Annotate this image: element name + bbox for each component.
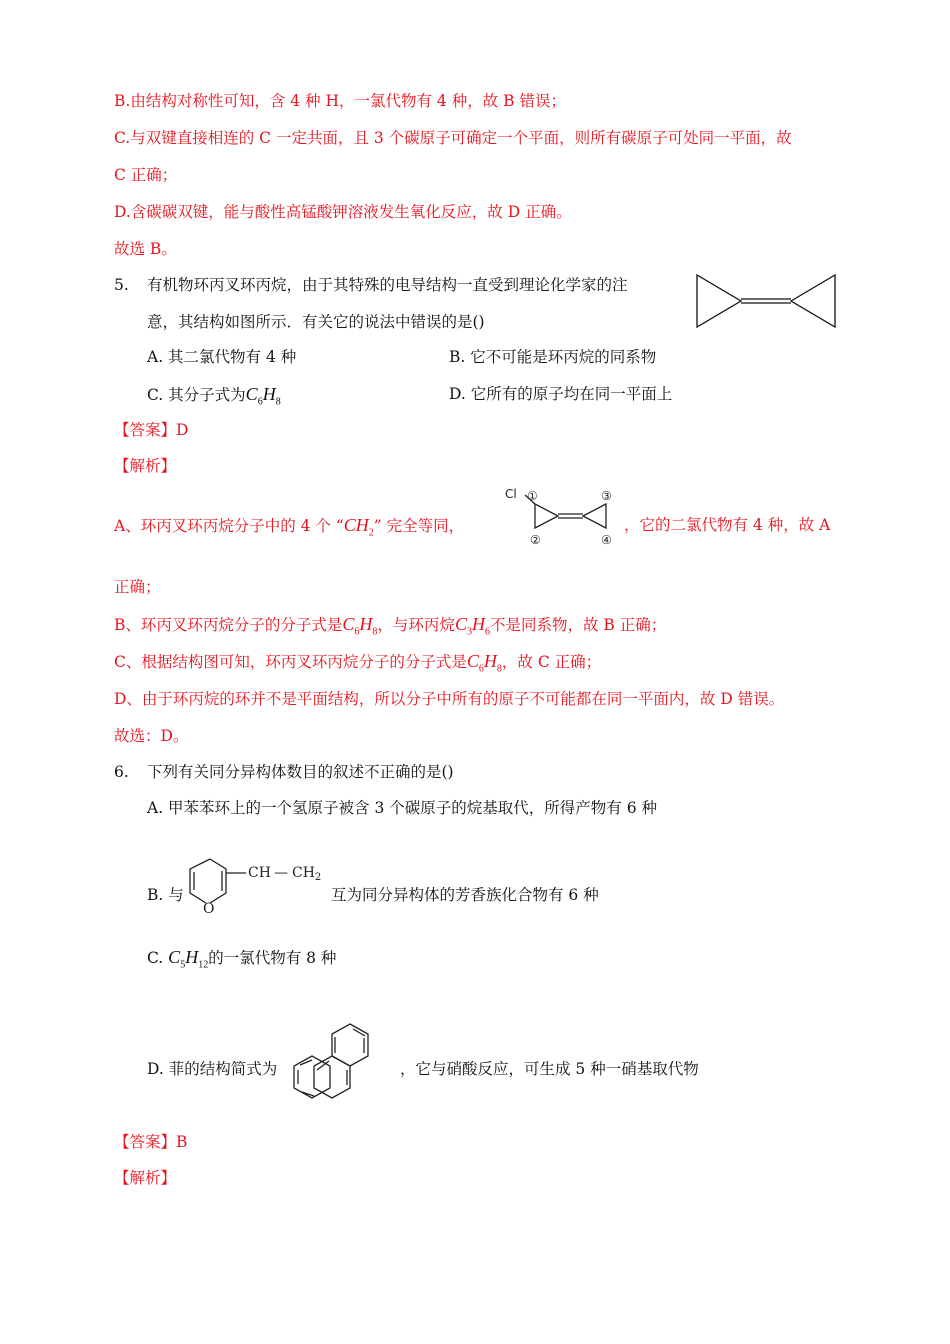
explanation-5b: B、环丙叉环丙烷分子的分子式是$C_6H_8$，与环丙烷$C_3H_6$不是同系物，故 B 正确； xyxy=(114,614,667,638)
option-5a: A. 其二氯代物有 4 种 xyxy=(147,348,297,366)
option-5d: D. 它所有的原子均在同一平面上 xyxy=(449,385,673,403)
explanation-choice: 故选 B。 xyxy=(114,240,177,258)
explanation-line-b: B.由结构对称性可知，含 4 种 H，一氯代物有 4 种，故 B 错误； xyxy=(114,92,566,110)
explanation-line-c-cont: C 正确； xyxy=(114,166,178,184)
pyran-vinyl-structure xyxy=(186,855,328,917)
formula-c6h8: $C_6H_8$ xyxy=(245,384,281,408)
oxygen-label: O xyxy=(203,901,215,917)
question-5-stem-cont: 意，其结构如图所示．有关它的说法中错误的是() xyxy=(147,313,485,331)
chlorine-label: Cl xyxy=(505,487,517,501)
question-5-number: 5. xyxy=(114,276,129,294)
analysis-5-label: 【解析】 xyxy=(114,457,177,475)
option-6b-prefix: B. 与 xyxy=(147,886,184,904)
position-4-label: ④ xyxy=(601,533,612,547)
answer-6: 【答案】B xyxy=(114,1133,188,1151)
option-5b: B. 它不可能是环丙烷的同系物 xyxy=(449,348,657,366)
explanation-5a: A、环丙叉环丙烷分子中的 4 个 “$CH_2$” 完全等同， xyxy=(114,515,465,539)
position-1-label: ① xyxy=(527,489,538,503)
explanation-5-choice: 故选：D。 xyxy=(114,727,189,745)
explanation-5a-end: 正确； xyxy=(114,578,161,596)
option-6a: A. 甲苯苯环上的一个氢原子被含 3 个碳原子的烷基取代，所得产物有 6 种 xyxy=(147,799,657,817)
explanation-line-d: D.含碳碳双键，能与酸性高锰酸钾溶液发生氧化反应，故 D 正确。 xyxy=(114,203,572,221)
cyclopropylidenecyclopropane-structure xyxy=(695,273,837,329)
option-6d-prefix: D. 菲的结构简式为 xyxy=(147,1060,278,1078)
formula-ch2: $CH_2$ xyxy=(343,515,374,539)
analysis-6-label: 【解析】 xyxy=(114,1169,177,1187)
question-6-number: 6. xyxy=(114,763,129,781)
ch-label: CH xyxy=(248,865,271,881)
question-5-stem: 有机物环丙叉环丙烷，由于其特殊的电导结构一直受到理论化学家的注 xyxy=(147,276,628,294)
question-6-stem: 下列有关同分异构体数目的叙述不正确的是() xyxy=(147,763,454,781)
option-5c: C. 其分子式为$C_6H_8$ xyxy=(147,384,281,408)
bond-dash: — xyxy=(274,865,288,881)
explanation-5d: D、由于环丙烷的环并不是平面结构，所以分子中所有的原子不可能都在同一平面内，故 D 错误。 xyxy=(114,690,785,708)
answer-5: 【答案】D xyxy=(114,421,189,439)
explanation-5a-cont: ，它的二氯代物有 4 种，故 A xyxy=(624,516,831,534)
position-3-label: ③ xyxy=(601,489,612,503)
formula-c3h6: $C_3H_6$ xyxy=(454,614,490,638)
option-6d-text: ，它与硝酸反应，可生成 5 种一硝基取代物 xyxy=(400,1060,699,1078)
ch2-label: $CH_2$ xyxy=(292,865,322,883)
explanation-line-c: C.与双键直接相连的 C 一定共面，且 3 个碳原子可确定一个平面，则所有碳原子可处同一平面，故 xyxy=(114,129,792,147)
option-6c: C. $C_5H_{12}$的一氯代物有 8 种 xyxy=(147,947,337,971)
explanation-5c: C、根据结构图可知，环丙叉环丙烷分子的分子式是$C_6H_8$，故 C 正确； xyxy=(114,651,602,675)
option-6b-text: 互为同分异构体的芳香族化合物有 6 种 xyxy=(331,886,599,904)
dichloro-numbering-structure xyxy=(503,484,628,550)
formula-c5h12: $C_5H_{12}$ xyxy=(168,947,209,971)
position-2-label: ② xyxy=(530,533,541,547)
phenanthrene-structure xyxy=(290,1020,390,1104)
